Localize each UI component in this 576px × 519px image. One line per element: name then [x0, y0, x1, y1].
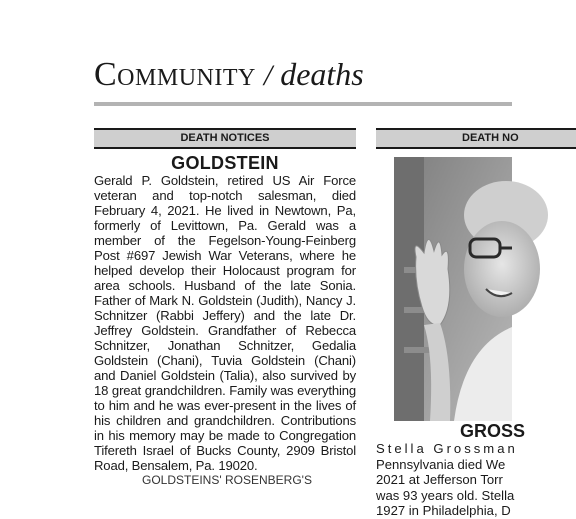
obituary-name-right: GROSS: [460, 421, 526, 441]
continued-heading: GOLDSTEINS' ROSENBERG'S: [142, 473, 312, 487]
obituary-column-right: [376, 128, 576, 149]
text-line: 2021 at Jefferson Torr: [376, 472, 503, 487]
text-line: 1927 in Philadelphia, D: [376, 503, 511, 518]
portrait-photo: [394, 157, 512, 421]
obituary-text: Gerald P. Goldstein, retired US Air Force veteran and top-notch salesman, died February 4, 2021. He lived in Newtown, Pa, formerly of Levittown, Pa. Gerald was a member of the Fegelson-Young-Feinberg Post #697 Jewish War Veterans, where he helped develop their Holocaust program for area schools. Husband of the late Sonia. Father of Mark N. Goldstein (Judith), Nancy J. Schnitzer (Rabbi Jeffery) and the late Dr. Jeffrey Goldstein. Grandfather of Rebecca Schnitzer, Jonathan Schnitzer, Gedalia Goldstein (Chani), Tuvia Goldstein (Chani) and Daniel Goldstein (Talia), also survived by 18 great grandchildren. Family was everything to him and he was ever-present in the lives of his children and grandchildren. Contributions in his memory may be made to Congregation Tifereth Israel of Bucks County, 2909 Bristol Road, Bensalem, Pa. 19020.: [94, 173, 356, 473]
text-line: Pennsylvania died We: [376, 456, 506, 472]
section-separator: /: [263, 59, 273, 92]
section-title: Community: [94, 56, 256, 93]
death-notices-header-right: DEATH NO: [376, 128, 576, 149]
obituary-column-left: [94, 128, 356, 487]
text-line: was 93 years old. Stella: [376, 487, 515, 503]
text-line: Stella Grossman: [376, 441, 518, 456]
obituary-name: GOLDSTEIN: [171, 153, 279, 173]
masthead-rule: [94, 102, 512, 106]
section-masthead: [94, 58, 364, 92]
section-subtitle: deaths: [280, 56, 364, 92]
obituary-text-right: [376, 441, 518, 519]
death-notices-header: DEATH NOTICES: [94, 128, 356, 149]
